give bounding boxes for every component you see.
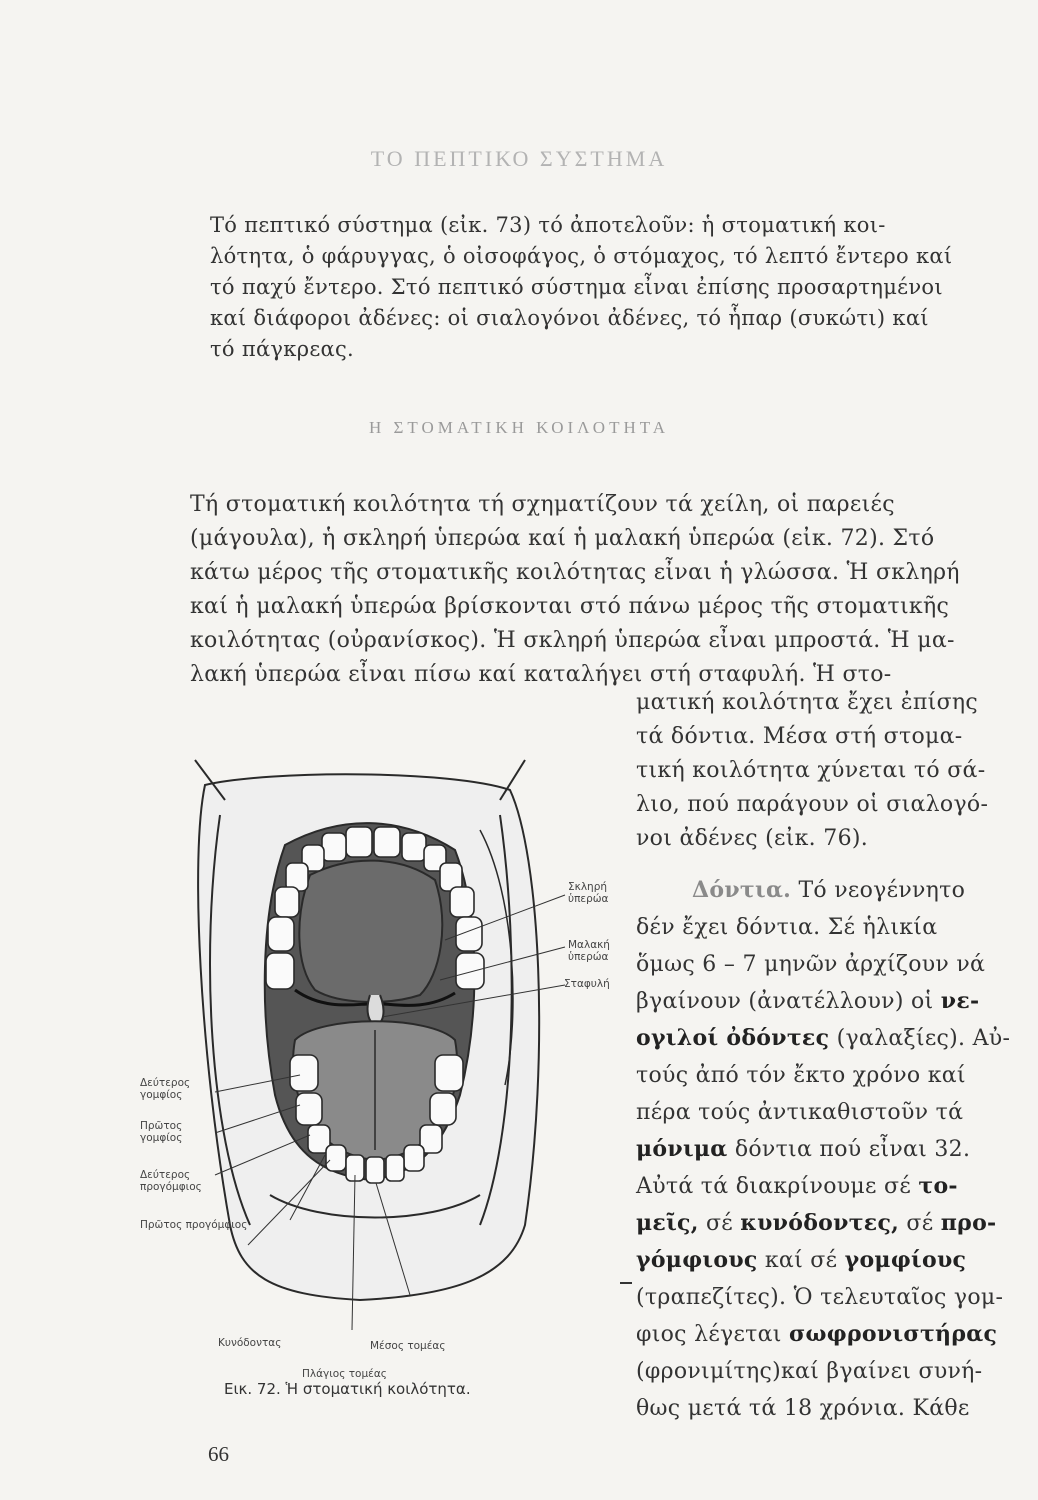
- label-lateral-incisor: Πλάγιος τομέας: [302, 1368, 387, 1380]
- teeth-lead: Δόντια.: [692, 877, 792, 903]
- label-canine: Κυνόδοντας: [218, 1337, 282, 1349]
- right-line: ματική κοιλότητα ἔχει ἐπίσης: [636, 690, 979, 715]
- figure-caption: Εικ. 72. Ἡ στοματική κοιλότητα.: [224, 1380, 471, 1398]
- right-line: νοι ἀδένες (εἰκ. 76).: [636, 826, 869, 851]
- intro-line: τό πάγκρεας.: [210, 337, 355, 361]
- section-line: κοιλότητας (οὐρανίσκος). Ἡ σκληρή ὑπερώα εἶναι μπροστά. Ἡ μα-: [190, 628, 955, 653]
- label-second-premolar: Δεύτερος προγόμφιος: [140, 1169, 202, 1193]
- intro-line: λότητα, ὁ φάρυγγας, ὁ οἰσοφάγος, ὁ στόμαχος, τό λεπτό ἔντερο καί: [210, 244, 953, 268]
- intro-line: καί διάφοροι ἀδένες: οἱ σιαλογόνοι ἀδένες, τό ἧπαρ (συκώτι) καί: [210, 306, 929, 330]
- intro-line: Τό πεπτικό σύστημα (εἰκ. 73) τό ἀποτελοῦν: ἡ στοματική κοι-: [210, 213, 886, 237]
- section-line: κάτω μέρος τῆς στοματικῆς κοιλότητας εἶναι ἡ γλώσσα. Ἡ σκληρή: [190, 560, 960, 585]
- label-first-molar: Πρῶτος γομφίος: [140, 1120, 183, 1144]
- label-central-incisor: Μέσος τομέας: [370, 1340, 446, 1352]
- right-line: τά δόντια. Μέσα στή στομα-: [636, 724, 963, 749]
- right-line: λιο, πού παράγουν οἱ σιαλογό-: [636, 792, 989, 817]
- right-column-paragraph: [636, 686, 1026, 856]
- mouth-drawing: [120, 755, 640, 1375]
- right-line: τική κοιλότητα χύνεται τό σά-: [636, 758, 986, 783]
- label-second-molar: Δεύτερος γομφίος: [140, 1077, 191, 1101]
- mouth-illustration: [120, 755, 640, 1380]
- teeth-paragraph: Δόντια. Τό νεογέννητο δέν ἔχει δόντια. Σέ ἡλικία ὅμως 6 – 7 μηνῶν ἀρχίζουν νά βγαίνουν (ἀνατέλλουν) οἱ νε- ογιλοί ὀδόντες (γαλαξίες). Αὐ- τούς ἀπό τόν ἔκτο χρόνο καί πέρα τούς ἀντικαθιστοῦν τά μόνιμα δόντια πού εἶναι 32. Αὐτά τά διακρίνουμε σέ το- μεῖς, σέ κυνόδοντες, σέ προ- γόμφιους καί σέ γομφίους (τραπεζίτες). Ὁ τελευταῖος γομ- φιος λέγεται σωφρονιστήρας (φρονιμίτης)καί βγαίνει συνή- θως μετά τά 18 χρόνια. Κάθε: [636, 877, 1011, 1421]
- intro-paragraph: [210, 210, 1010, 365]
- section-line: καί ἡ μαλακή ὑπερώα βρίσκονται στό πάνω μέρος τῆς στοματικῆς: [190, 594, 950, 619]
- label-first-premolar: Πρῶτος προγόμφιος: [140, 1219, 248, 1231]
- section-title: Η ΣΤΟΜΑΤΙΚΗ ΚΟΙΛΟΤΗΤΑ: [368, 418, 670, 437]
- label-hard-palate: Σκληρή ὑπερώα: [568, 881, 609, 905]
- label-uvula: Σταφυλή: [564, 978, 610, 990]
- page-number: 66: [208, 1442, 229, 1466]
- label-soft-palate: Μαλακή ὑπερώα: [568, 939, 610, 963]
- section-line: (μάγουλα), ἡ σκληρή ὑπερώα καί ἡ μαλακή ὑπερώα (εἰκ. 72). Στό: [190, 526, 935, 551]
- intro-line: τό παχύ ἔντερο. Στό πεπτικό σύστημα εἶναι ἐπίσης προσαρτημένοι: [210, 275, 943, 299]
- chapter-title: ΤΟ ΠΕΠΤΙΚΟ ΣΥΣΤΗΜΑ: [370, 146, 668, 171]
- section-line: Τή στοματική κοιλότητα τή σχηματίζουν τά χείλη, οἱ παρειές: [190, 492, 895, 517]
- section-line: λακή ὑπερώα εἶναι πίσω καί καταλήγει στή σταφυλή. Ἡ στο-: [190, 662, 892, 687]
- section-paragraph: [190, 488, 1020, 692]
